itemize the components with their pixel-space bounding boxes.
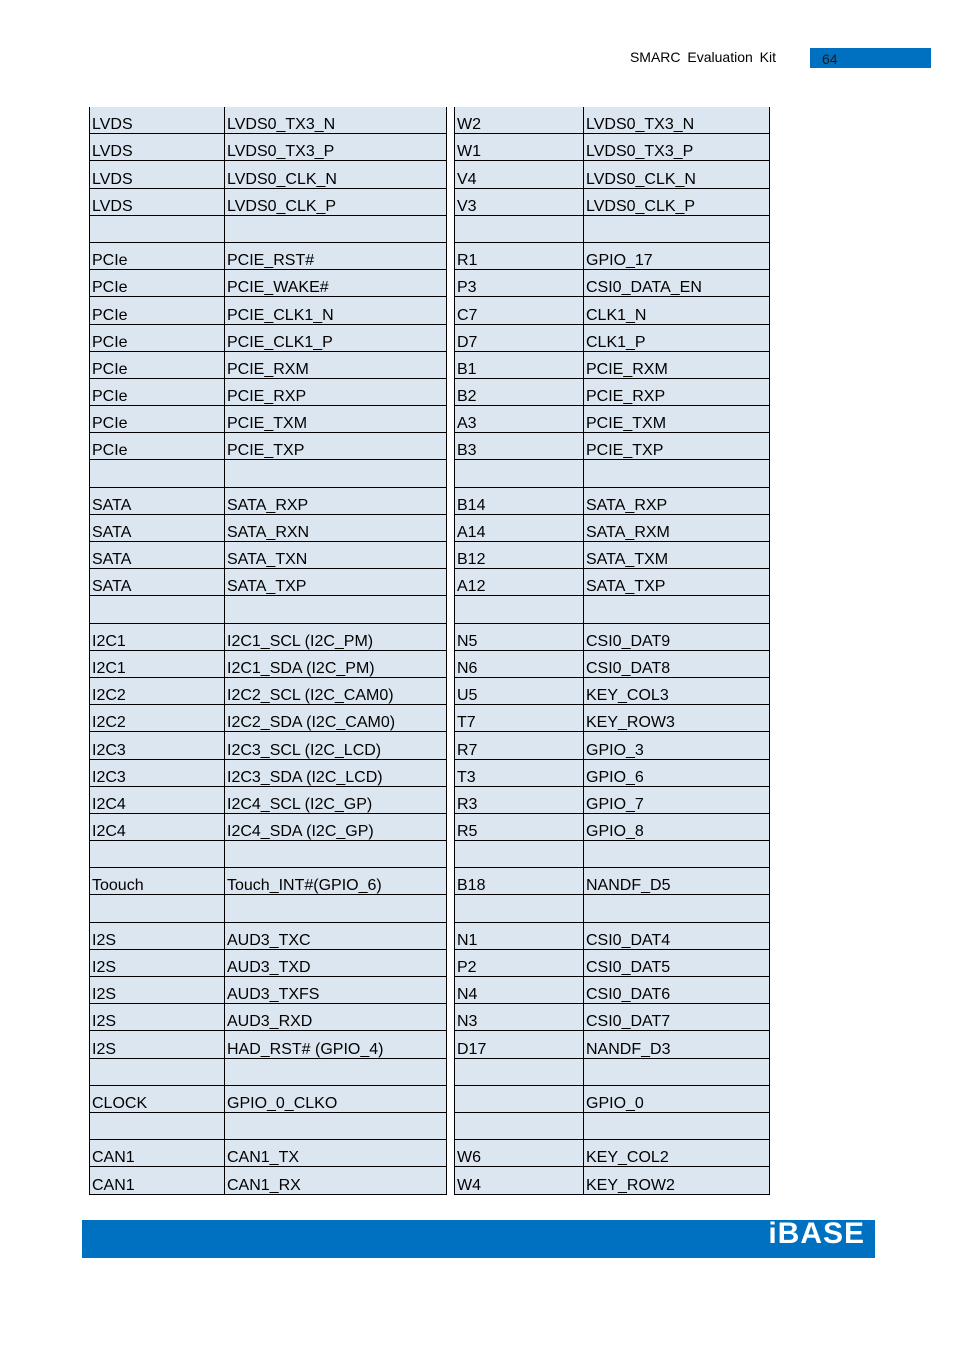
pad-name-cell — [584, 215, 770, 242]
signal-cell — [225, 1112, 447, 1139]
signal-cell: LVDS0_TX3_N — [225, 107, 447, 134]
table-row — [455, 650, 770, 677]
table-row — [90, 270, 447, 297]
signal-cell — [225, 596, 447, 623]
table-row — [90, 107, 447, 134]
interface-cell — [90, 460, 225, 487]
table-row — [90, 188, 447, 215]
ball-cell: C7 — [455, 297, 584, 324]
interface-cell — [90, 596, 225, 623]
pad-name-cell: PCIE_TXM — [584, 406, 770, 433]
ball-cell — [455, 596, 584, 623]
pad-name-cell: PCIE_RXP — [584, 378, 770, 405]
interface-cell: PCIe — [90, 297, 225, 324]
interface-cell: LVDS — [90, 134, 225, 161]
signal-cell: PCIE_RXM — [225, 351, 447, 378]
table-row — [90, 569, 447, 596]
interface-cell: LVDS — [90, 188, 225, 215]
interface-cell: SATA — [90, 487, 225, 514]
pad-name-cell: CSI0_DAT9 — [584, 623, 770, 650]
ball-cell: B12 — [455, 542, 584, 569]
ball-cell: B18 — [455, 868, 584, 895]
ball-cell: W4 — [455, 1167, 584, 1194]
table-row — [455, 569, 770, 596]
pad-name-cell: SATA_RXP — [584, 487, 770, 514]
table-row — [455, 188, 770, 215]
signal-cell: AUD3_TXC — [225, 922, 447, 949]
interface-cell: SATA — [90, 542, 225, 569]
ball-cell: R5 — [455, 813, 584, 840]
interface-cell: I2C2 — [90, 677, 225, 704]
table-row — [455, 378, 770, 405]
ball-cell: U5 — [455, 677, 584, 704]
signal-cell — [225, 841, 447, 868]
ball-cell: A3 — [455, 406, 584, 433]
pad-name-cell — [584, 1112, 770, 1139]
table-row — [455, 705, 770, 732]
ball-cell: N1 — [455, 922, 584, 949]
table-row — [90, 786, 447, 813]
table-row — [455, 433, 770, 460]
table-row — [455, 813, 770, 840]
ibase-logo: iBASE — [768, 1217, 865, 1250]
interface-cell: Toouch — [90, 868, 225, 895]
interface-cell: PCIe — [90, 270, 225, 297]
signal-cell: I2C1_SCL (I2C_PM) — [225, 623, 447, 650]
pad-name-cell: CSI0_DAT6 — [584, 977, 770, 1004]
table-row — [455, 623, 770, 650]
table-row — [90, 868, 447, 895]
table-row — [455, 868, 770, 895]
signal-cell: I2C1_SDA (I2C_PM) — [225, 650, 447, 677]
table-row — [90, 677, 447, 704]
table-row — [455, 841, 770, 868]
table-row — [455, 1004, 770, 1031]
table-row — [90, 596, 447, 623]
pad-name-cell: NANDF_D3 — [584, 1031, 770, 1058]
ball-cell: T3 — [455, 759, 584, 786]
pad-name-cell — [584, 895, 770, 922]
pad-name-cell: KEY_COL2 — [584, 1140, 770, 1167]
interface-cell: PCIe — [90, 242, 225, 269]
interface-cell — [90, 1058, 225, 1085]
interface-cell: PCIe — [90, 406, 225, 433]
table-row — [90, 215, 447, 242]
table-row — [455, 1140, 770, 1167]
table-row — [90, 623, 447, 650]
signal-table — [89, 107, 447, 1195]
ball-cell: B2 — [455, 378, 584, 405]
interface-cell: CAN1 — [90, 1140, 225, 1167]
table-row — [90, 460, 447, 487]
signal-cell: SATA_TXN — [225, 542, 447, 569]
interface-cell: I2S — [90, 1031, 225, 1058]
ball-cell: N5 — [455, 623, 584, 650]
signal-cell: Touch_INT#(GPIO_6) — [225, 868, 447, 895]
signal-cell: I2C3_SDA (I2C_LCD) — [225, 759, 447, 786]
table-row — [455, 786, 770, 813]
table-row — [455, 161, 770, 188]
signal-cell: SATA_TXP — [225, 569, 447, 596]
signal-cell: SATA_RXP — [225, 487, 447, 514]
table-row — [90, 487, 447, 514]
signal-cell: AUD3_TXFS — [225, 977, 447, 1004]
pad-name-cell: NANDF_D5 — [584, 868, 770, 895]
ball-cell: N4 — [455, 977, 584, 1004]
interface-cell: I2C3 — [90, 759, 225, 786]
table-row — [455, 406, 770, 433]
signal-cell: I2C2_SDA (I2C_CAM0) — [225, 705, 447, 732]
pad-name-cell: KEY_ROW3 — [584, 705, 770, 732]
table-row — [455, 922, 770, 949]
table-row — [90, 1004, 447, 1031]
table-row — [90, 351, 447, 378]
table-row — [455, 542, 770, 569]
interface-cell: PCIe — [90, 351, 225, 378]
signal-cell: AUD3_RXD — [225, 1004, 447, 1031]
pad-name-cell: LVDS0_CLK_N — [584, 161, 770, 188]
table-row — [455, 297, 770, 324]
ball-cell: B3 — [455, 433, 584, 460]
table-row — [90, 433, 447, 460]
interface-cell: I2S — [90, 1004, 225, 1031]
table-row — [90, 922, 447, 949]
table-row — [455, 487, 770, 514]
signal-cell: PCIE_RST# — [225, 242, 447, 269]
ball-cell — [455, 1112, 584, 1139]
pad-name-cell: LVDS0_CLK_P — [584, 188, 770, 215]
table-row — [90, 542, 447, 569]
table-row — [90, 1140, 447, 1167]
ball-cell — [455, 895, 584, 922]
ball-cell — [455, 460, 584, 487]
table-row — [90, 759, 447, 786]
interface-cell: I2C4 — [90, 786, 225, 813]
ball-cell: D17 — [455, 1031, 584, 1058]
ball-cell: V4 — [455, 161, 584, 188]
signal-cell: PCIE_CLK1_N — [225, 297, 447, 324]
pad-name-cell: GPIO_17 — [584, 242, 770, 269]
table-row — [455, 596, 770, 623]
table-row — [455, 107, 770, 134]
table-row — [90, 977, 447, 1004]
interface-cell: I2C2 — [90, 705, 225, 732]
pad-name-cell: GPIO_6 — [584, 759, 770, 786]
interface-cell: PCIe — [90, 324, 225, 351]
ball-cell: T7 — [455, 705, 584, 732]
table-row — [455, 1085, 770, 1112]
table-row — [455, 1031, 770, 1058]
table-row — [455, 677, 770, 704]
pad-name-cell: CLK1_P — [584, 324, 770, 351]
table-row — [90, 324, 447, 351]
interface-cell: I2C3 — [90, 732, 225, 759]
pad-name-cell: GPIO_8 — [584, 813, 770, 840]
pad-name-cell: SATA_TXM — [584, 542, 770, 569]
table-row — [455, 351, 770, 378]
table-row — [455, 949, 770, 976]
ball-cell: A14 — [455, 514, 584, 541]
signal-cell: PCIE_RXP — [225, 378, 447, 405]
signal-cell: I2C4_SCL (I2C_GP) — [225, 786, 447, 813]
table-row — [455, 270, 770, 297]
table-row — [90, 1167, 447, 1194]
pad-name-cell — [584, 596, 770, 623]
table-row — [90, 841, 447, 868]
interface-cell: I2C1 — [90, 623, 225, 650]
pad-name-cell: CLK1_N — [584, 297, 770, 324]
table-row — [455, 1112, 770, 1139]
signal-cell: I2C2_SCL (I2C_CAM0) — [225, 677, 447, 704]
signal-cell: PCIE_CLK1_P — [225, 324, 447, 351]
interface-cell: SATA — [90, 514, 225, 541]
table-row — [90, 813, 447, 840]
interface-cell: PCIe — [90, 433, 225, 460]
signal-cell: SATA_RXN — [225, 514, 447, 541]
ball-cell: N3 — [455, 1004, 584, 1031]
interface-cell: I2S — [90, 949, 225, 976]
pad-name-cell: SATA_TXP — [584, 569, 770, 596]
ball-cell: B1 — [455, 351, 584, 378]
signal-cell — [225, 1058, 447, 1085]
table-row — [90, 1031, 447, 1058]
signal-cell — [225, 895, 447, 922]
page-number: 64 — [822, 51, 838, 67]
interface-cell — [90, 895, 225, 922]
ball-cell: N6 — [455, 650, 584, 677]
table-row — [455, 242, 770, 269]
table-row — [90, 378, 447, 405]
ball-cell — [455, 215, 584, 242]
ball-cell: W6 — [455, 1140, 584, 1167]
pad-name-cell: GPIO_7 — [584, 786, 770, 813]
table-row — [455, 215, 770, 242]
ball-cell — [455, 1058, 584, 1085]
signal-cell: LVDS0_CLK_P — [225, 188, 447, 215]
pad-name-cell: CSI0_DAT5 — [584, 949, 770, 976]
table-row — [90, 1112, 447, 1139]
table-row — [455, 977, 770, 1004]
ball-cell: R3 — [455, 786, 584, 813]
footer-bar — [82, 1217, 875, 1258]
table-row — [90, 406, 447, 433]
signal-cell: PCIE_TXP — [225, 433, 447, 460]
ball-cell: R7 — [455, 732, 584, 759]
pad-name-cell — [584, 460, 770, 487]
pad-name-cell: PCIE_RXM — [584, 351, 770, 378]
table-row — [90, 732, 447, 759]
interface-cell: I2S — [90, 922, 225, 949]
pad-name-cell: CSI0_DAT7 — [584, 1004, 770, 1031]
table-row — [90, 134, 447, 161]
interface-cell — [90, 215, 225, 242]
interface-cell: PCIe — [90, 378, 225, 405]
pad-name-cell: KEY_ROW2 — [584, 1167, 770, 1194]
table-row — [455, 759, 770, 786]
table-row — [90, 650, 447, 677]
pad-name-cell: GPIO_3 — [584, 732, 770, 759]
interface-cell — [90, 841, 225, 868]
signal-cell — [225, 215, 447, 242]
table-row — [455, 134, 770, 161]
interface-cell: I2S — [90, 977, 225, 1004]
table-row — [90, 242, 447, 269]
table-row — [90, 161, 447, 188]
ball-cell — [455, 1085, 584, 1112]
signal-cell: I2C4_SDA (I2C_GP) — [225, 813, 447, 840]
interface-cell: CAN1 — [90, 1167, 225, 1194]
ball-cell: B14 — [455, 487, 584, 514]
table-row — [90, 1085, 447, 1112]
signal-cell: PCIE_WAKE# — [225, 270, 447, 297]
pad-name-cell: GPIO_0 — [584, 1085, 770, 1112]
ball-cell: A12 — [455, 569, 584, 596]
table-row — [455, 732, 770, 759]
interface-cell: LVDS — [90, 107, 225, 134]
interface-cell: SATA — [90, 569, 225, 596]
ball-cell: P3 — [455, 270, 584, 297]
table-row — [455, 324, 770, 351]
pad-name-cell: CSI0_DAT4 — [584, 922, 770, 949]
pin-mapping-table — [454, 107, 770, 1195]
table-row — [90, 949, 447, 976]
table-row — [455, 1058, 770, 1085]
signal-cell: GPIO_0_CLKO — [225, 1085, 447, 1112]
pad-name-cell — [584, 1058, 770, 1085]
signal-cell: CAN1_RX — [225, 1167, 447, 1194]
ball-cell: W2 — [455, 107, 584, 134]
signal-cell: CAN1_TX — [225, 1140, 447, 1167]
header-title: SMARC Evaluation Kit — [629, 49, 776, 65]
ball-cell: V3 — [455, 188, 584, 215]
pad-name-cell: SATA_RXM — [584, 514, 770, 541]
interface-cell: LVDS — [90, 161, 225, 188]
signal-cell: LVDS0_TX3_P — [225, 134, 447, 161]
signal-cell: PCIE_TXM — [225, 406, 447, 433]
signal-cell: AUD3_TXD — [225, 949, 447, 976]
ball-cell: D7 — [455, 324, 584, 351]
pad-name-cell: LVDS0_TX3_N — [584, 107, 770, 134]
table-row — [455, 514, 770, 541]
table-row — [455, 895, 770, 922]
table-row — [90, 297, 447, 324]
interface-cell: I2C4 — [90, 813, 225, 840]
ball-cell: W1 — [455, 134, 584, 161]
table-row — [455, 1167, 770, 1194]
table-row — [455, 460, 770, 487]
interface-cell: CLOCK — [90, 1085, 225, 1112]
table-row — [90, 1058, 447, 1085]
signal-cell: LVDS0_CLK_N — [225, 161, 447, 188]
pad-name-cell — [584, 841, 770, 868]
signal-cell — [225, 460, 447, 487]
signal-cell: I2C3_SCL (I2C_LCD) — [225, 732, 447, 759]
table-row — [90, 895, 447, 922]
pad-name-cell: CSI0_DATA_EN — [584, 270, 770, 297]
ball-cell — [455, 841, 584, 868]
ball-cell: P2 — [455, 949, 584, 976]
page-number-badge — [810, 48, 931, 68]
pad-name-cell: PCIE_TXP — [584, 433, 770, 460]
ball-cell: R1 — [455, 242, 584, 269]
table-row — [90, 514, 447, 541]
pad-name-cell: LVDS0_TX3_P — [584, 134, 770, 161]
interface-cell: I2C1 — [90, 650, 225, 677]
pad-name-cell: KEY_COL3 — [584, 677, 770, 704]
table-row — [90, 705, 447, 732]
signal-cell: HAD_RST# (GPIO_4) — [225, 1031, 447, 1058]
interface-cell — [90, 1112, 225, 1139]
pad-name-cell: CSI0_DAT8 — [584, 650, 770, 677]
